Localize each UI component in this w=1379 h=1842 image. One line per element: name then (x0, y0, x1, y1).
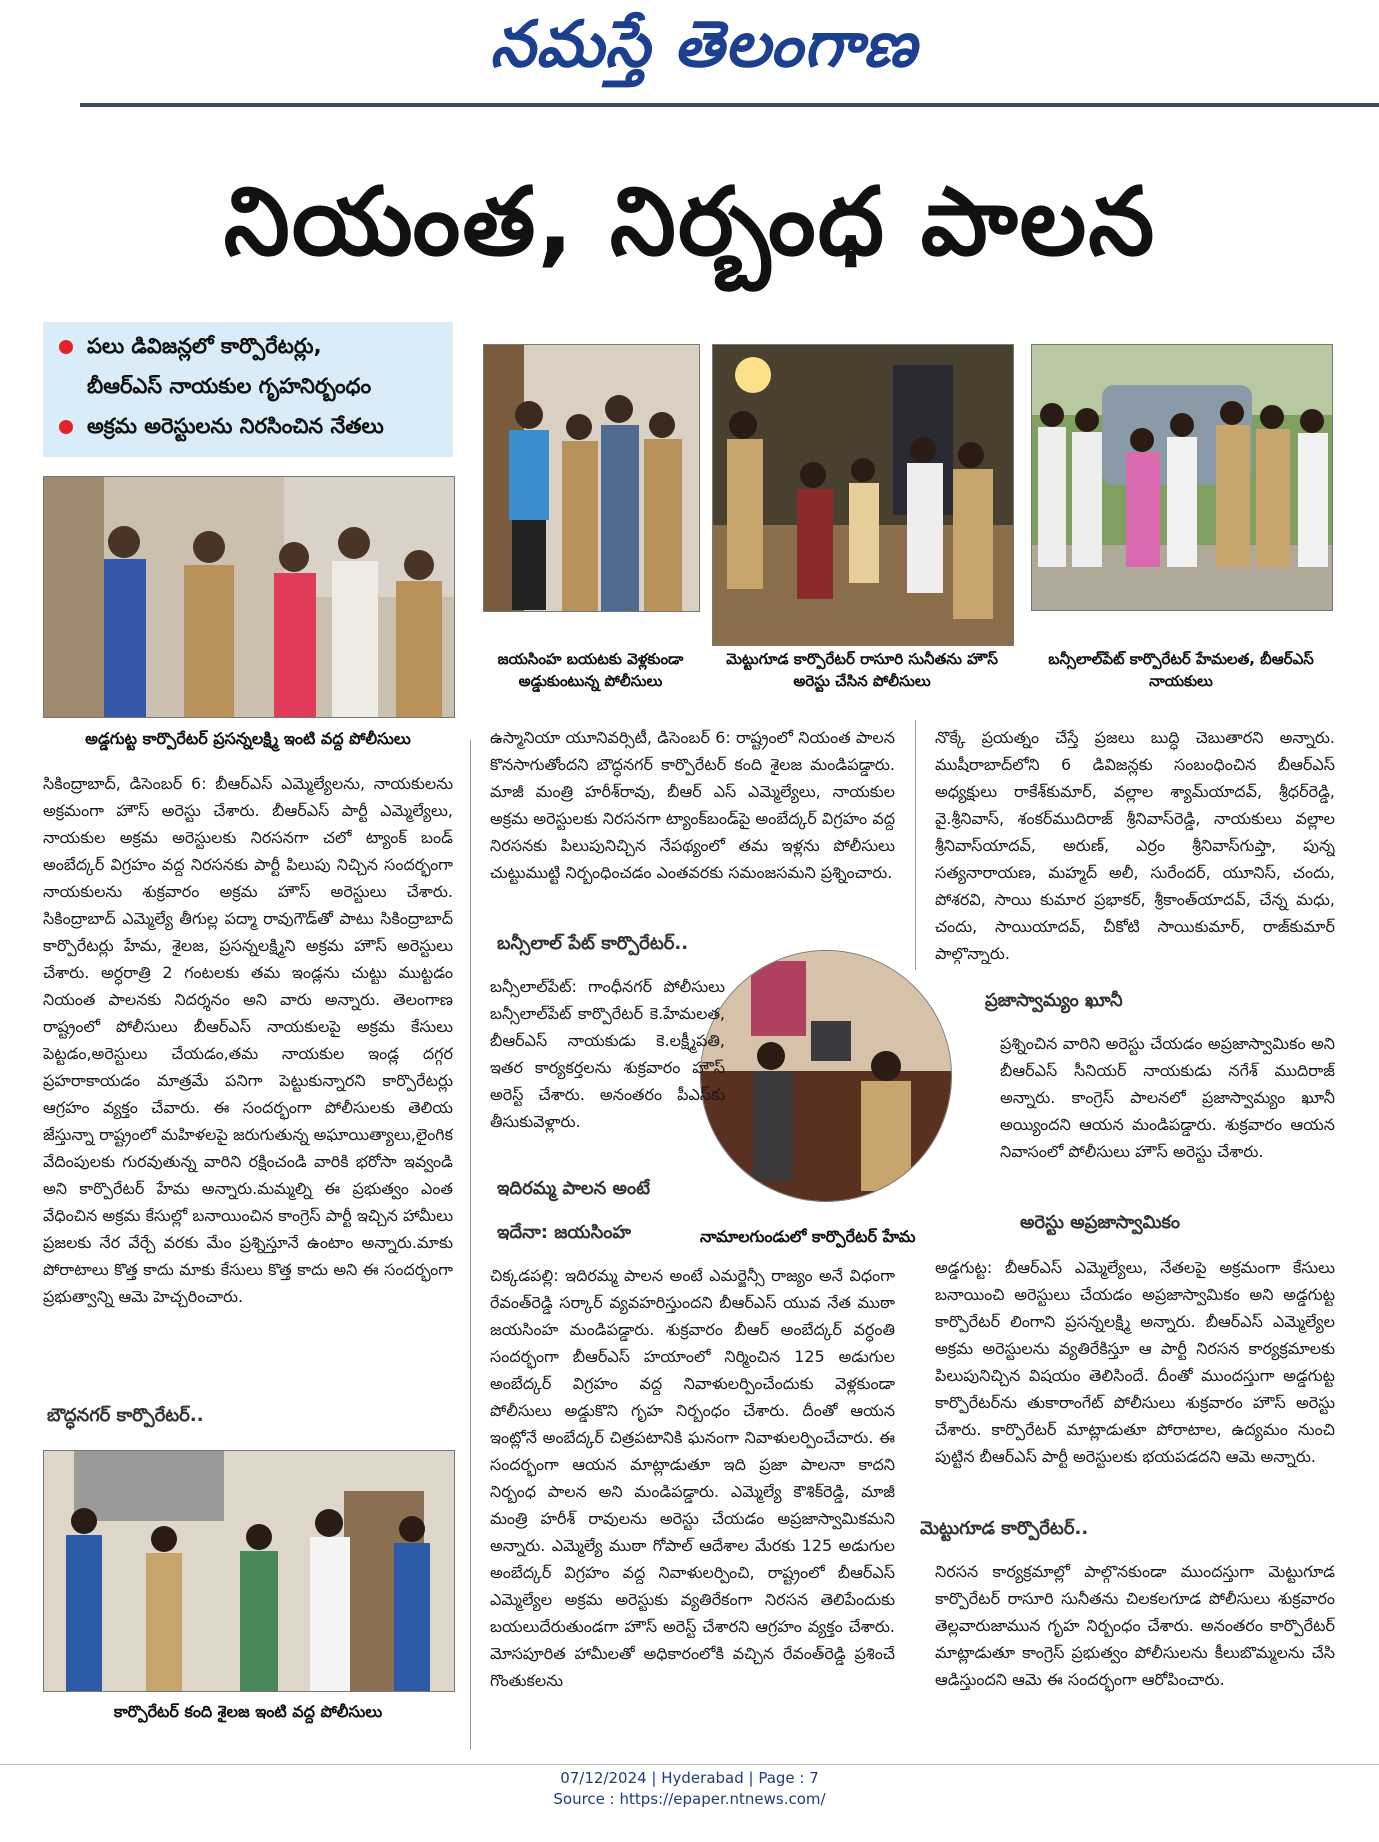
caption-photo3: మెట్టుగూడ కార్పొరేటర్ రాసూరి సునీతను హౌస్ అరెస్టు చేసిన పోలీసులు (726, 650, 998, 690)
subheading-bouddhanagar: బౌద్ధనగర్ కార్పొరేటర్.. (47, 1405, 204, 1426)
column-3-text-mid (1000, 1030, 1335, 1200)
highlights-box (43, 322, 453, 457)
footer-rule (0, 1764, 1379, 1765)
caption-photo6: నామాలగుండులో కార్పొరేటర్ హేమ (700, 1227, 916, 1246)
photo-bansilalpet (1031, 344, 1333, 611)
article-paragraph: ఉస్మానియా యూనివర్సిటీ, డిసెంబర్ 6: రాష్ట్రంలో నియంత పాలన కొనసాగుతోందని బౌద్ధనగర్ కార్పొరేటర్ కంది శైలజ మండిపడ్డారు. మాజీ మంత్రి హరీశ్‌రావు, బీఆర్ ఎస్ ఎమ్మెల్యేలు, నాయకుల అక్రమ అరెస్టులకు నిరసనగా ట్యాంక్‌బండ్‌పై అంబేద్కర్ విగ్రహం వద్ద నిరసనకు పిలుపునిచ్చిన నేపథ్యంలో తమ ఇళ్లను పోలీసులు చుట్టుముట్టి నిర్బంధించడం ఎంతవరకు సమంజసమని ప్రశ్నించారు. (490, 728, 895, 882)
photo-jayasimha (483, 344, 700, 612)
footer-source: Source : https://epaper.ntnews.com/ (553, 1790, 826, 1808)
subheading-democracy: ప్రజాస్వామ్యం ఖూనీ (985, 990, 1123, 1011)
subheading-arrest-undemocratic: అరెస్టు అప్రజాస్వామికం (1020, 1212, 1181, 1233)
main-headline: నియంత, నిర్బంధ పాలన (223, 168, 1157, 277)
column-3-text-top (935, 724, 1335, 964)
article-paragraph: చిక్కడపల్లి: ఇదిరమ్మ పాలన అంటే ఎమర్జెన్సీ రాజ్యం అనే విధంగా రేవంత్‌రెడ్డి సర్కార్ వ్యవహరిస్తుందని బీఆర్ఎస్ యువ నేత ముఠా జయసింహ మండిపడ్డారు. శుక్రవారం బీఆర్ అంబేద్కర్ వర్ధంతి సందర్భంగా బీఆర్ఎస్ హయాంలో నిర్మించిన 125 అడుగుల అంబేద్కర్ విగ్రహం వద్ద నివాళులర్పించేందుకు వెళ్లకుండా పోలీసులు అడ్డుకొని గృహ నిర్బంధం చేశారు. దీంతో ఆయన ఇంట్లోనే అంబేద్కర్ చిత్రపటానికి ఘనంగా నివాళులర్పించేచారు. ఈ సందర్భంగా ఆయన మాట్లాడుతూ ఇది ప్రజా పాలనా కాదని నిర్బంధ పాలన అని మండిపడ్డారు. ఎమ్మెల్యే కౌశిక్‌రెడ్డి, మాజీ మంత్రి హరీశ్ రావులను అరెస్టు చేయడం అప్రజాస్వామికమని అన్నారు. ఎమ్మెల్యే ముఠా గోపాల్ ఆదేశాల మేరకు 125 అడుగుల అంబేద్కర్ విగ్రహం వద్ద నివాళులర్పించి, రాష్ట్రంలో బీఆర్ఎస్ ఎమ్మెల్యేల అక్రమ అరెస్టుకు వ్యతిరేకంగా నిరసన తెలిపేందుకు బయలుదేరుతుండగా హౌస్ అరెస్ట్ చేశారని ఆగ్రహం వ్యక్తం చేశారు. మోసపూరిత హామీలతో అధికారంలోకి వచ్చిన రేవంత్‌రెడ్డి ప్రశించే గొంతుకలను (490, 1266, 895, 1690)
article-paragraph: నిరసన కార్యక్రమాల్లో పాల్గొనకుండా ముందస్తుగా మెట్టుగూడ కార్పొరేటర్ రాసూరి సునీతను చిలకలగూడ పోలీసులు శుక్రవారం తెల్లవారుజామున గృహ నిర్బంధం చేశారు. అనంతరం కార్పొరేటర్ మాట్లాడుతూ కాంగ్రెస్ ప్రభుత్వం పోలీసులను కీలుబొమ్మలను చేసి ఆడిస్తుందని ఆమె ఈ సందర్భంగా ఆరోపించారు. (935, 1562, 1335, 1689)
photo-kandi-shailaja (43, 1450, 455, 1692)
caption-photo4: బన్సీలాల్‌పేట్ కార్పొరేటర్ హేమలత, బీఆర్ఎస్ నాయకులు (1048, 650, 1314, 690)
footer-date-page: 07/12/2024 | Hyderabad | Page : 7 (560, 1769, 819, 1787)
masthead (0, 0, 1379, 110)
column-2-text-top (490, 724, 895, 924)
article-paragraph: ప్రశ్నించిన వారిని అరెస్టు చేయడం అప్రజాస్వామికం అని బీఆర్ఎస్ సీనియర్ నాయకుడు నగేశ్ ముదిరాజ్ అన్నారు. కాంగ్రెస్ పాలనలో ప్రజాస్వామ్యం ఖూనీ అయ్యిందని ఆయన మండిపడ్డారు. శుక్రవారం ఆయన నివాసంలో పోలీసులు హౌస్ అరెస్టు చేశారు. (1000, 1034, 1335, 1161)
article-paragraph: సికింద్రాబాద్, డిసెంబర్ 6: బీఆర్ఎస్ ఎమ్మెల్యేలను, నాయకులను అక్రమంగా హౌస్ అరెస్టు చేశారు. బీఆర్ఎస్ పార్టీ ఎమ్మెల్యేలు, నాయకుల అక్రమ అరెస్టులకు నిరసనగా చలో ట్యాంక్ బండ్ అంబేద్కర్ విగ్రహం వద్ద నిరసనకు పార్టీ పిలుపు నిచ్చిన సందర్భంగా నాయకులను శుక్రవారం అక్రమ హౌస్ అరెస్టులు చేశారు. సికింద్రాబాద్ ఎమ్మెల్యే తీగుల్ల పద్మా రావుగౌడ్‌తో పాటు సికింద్రాబాద్ కార్పొరేటర్లు హేమ, శైలజ, ప్రసన్నలక్ష్మిని అక్రమ హౌస్ అరెస్టులు చేశారు. అర్ధరాత్రి 2 గంటలకు తమ ఇండ్లను చుట్టు ముట్టడం నియంత పాలనకు నిదర్శనం అని వారు అన్నారు. తెలంగాణ రాష్ట్రంలో పోలీసులు బీఆర్ఎస్ నాయకులపై అక్రమ కేసులు పెట్టడం,అరెస్టులు చేయడం,తమ నాయకుల ఇండ్ల దగ్గర ప్రహరాకాయడం మాత్రమే పనిగా పెట్టుకున్నారని కార్పొరేటర్లు ఆగ్రహం వ్యక్తం చేవారు. ఈ సందర్భంగా పోలీసులకు తెలియ జేస్తున్నా రాష్ట్రంలో మహిళలపై జరుగుతున్న అఘాయిత్యాలు,లైంగిక వేదింపులకు గురవుతున్న వారిని రక్షించండి వారికి భరోసా ఇవ్వండి అని కార్పొరేటర్ హేమ అన్నారు.మమ్మల్ని ఈ ప్రభుత్వం ఎంత వేధించిన అక్రమ కేసుల్లో బనాయించిన కాంగ్రెస్ పార్టీ ఇచ్చిన హామీలు ప్రజలకు నేర వేర్చే వరకు మేం ప్రశ్నిస్తూనే ఉంటాం అన్నారు.మాకు పోరాటాలు కొత్త కాదు మాకు కేసులు కొత్త కాదు అని ఈ సందర్భంగా ప్రభుత్వాన్ని ఆమె హెచ్చరించారు. (43, 774, 453, 1306)
page-footer (0, 1768, 1379, 1810)
photo-addagutta-police (43, 476, 455, 718)
masthead-rule (80, 103, 1379, 107)
bullet-dot-icon (59, 420, 73, 434)
column-divider (470, 740, 471, 1750)
subheading-idiramma-1: ఇదిరమ్మ పాలన అంటే (497, 1178, 650, 1199)
caption-photo1: అడ్డగుట్ట కార్పొరేటర్ ప్రసన్నలక్ష్మి ఇంటి వద్ద పోలీసులు (85, 729, 411, 748)
column-3-text-lower (935, 1254, 1335, 1494)
highlight-item: పలు డివిజన్లలో కార్పొరేటర్లు, (59, 334, 322, 364)
article-paragraph: నొక్కే ప్రయత్నం చేస్తే ప్రజలు బుద్ధి చెబుతారని అన్నారు. ముషీరాబాద్‌లోని 6 డివిజన్లకు సంబంధించిన బీఆర్ఎస్ అధ్యక్షులు రాకేశ్‌కుమార్, వల్లాల శ్యామ్‌యాదవ్, శ్రీధర్‌రెడ్డి, వై.శ్రీనివాస్, శంకర్‌ముదిరాజ్ శ్రీనివాస్‌రెడ్డి, నాయకులు వల్లాల శ్రీనివాస్‌యాదవ్, అరుణ్, ఎర్రం శ్రీనివాస్‌గుప్తా, పున్న సత్యనారాయణ, మహ్మద్ అలీ, సురేందర్, యూనిస్, చందు, పోశరవి, సాయి కుమార ప్రభాకర్, శ్రీకాంత్‌యాదవ్, చేన్న మధు, చందు, సాయియాదవ్, చీకోటి సాయికుమార్, రాజ్‌కుమార్ పాల్గొన్నారు. (935, 728, 1335, 963)
highlight-item: బీఆర్ఎస్ నాయకుల గృహనిర్బంధం (87, 374, 372, 398)
bullet-dot-icon (59, 340, 73, 354)
subheading-idiramma-2: ఇదేనా: జయసింహ (497, 1222, 631, 1243)
caption-photo2: జయసింహ బయటకు వెళ్లకుండా అడ్డుకుంటున్న పోలీసులు (497, 650, 684, 690)
article-paragraph: అడ్డగుట్ట: బీఆర్ఎస్ ఎమ్మెల్యేలు, నేతలపై అక్రమంగా కేసులు బనాయించి అరెస్టులు చేయడం అప్రజాస్వామికం అని అడ్డగుట్ట కార్పొరేటర్ లింగాని ప్రసన్నలక్ష్మి అన్నారు. బీఆర్ఎస్ ఎమ్మెల్యేల అక్రమ అరెస్టులను వ్యతిరేకిస్తూ ఆ పార్టీ నిరసన కార్యక్రమాలకు పిలుపునిచ్చిన విషయం తెలిసిందే. దీంతో ముందస్తుగా అడ్డగుట్ట కార్పొరేటర్‌ను తుకారాంగేట్ పోలీసులు శుక్రవారం హౌస్ అరెస్టు చేశారు. కార్పొరేటర్ మాట్లాడుతూ పోరాటాల, ఉద్యమం నుంచి పుట్టిన బీఆర్ఎస్ పార్టీ అరెస్టులకు భయపడదని ఆమె అన్నారు. (935, 1258, 1335, 1466)
column-3-text-bottom (935, 1558, 1335, 1748)
caption-photo5: కార్పొరేటర్ కంది శైలజ ఇంటి వద్ద పోలీసులు (113, 1702, 383, 1721)
highlight-item: అక్రమ అరెస్టులను నిరసించిన నేతలు (59, 414, 384, 444)
photo-hema-circle (700, 950, 952, 1202)
subheading-bansilalpet: బన్సీలాల్ పేట్ కార్పొరేటర్.. (497, 933, 689, 954)
photo-mettuguda (712, 344, 1014, 646)
column-2-text-mid (490, 973, 725, 1163)
subheading-mettuguda: మెట్టుగూడ కార్పొరేటర్.. (920, 1518, 1089, 1539)
newspaper-logo: నమస్తే తెలంగాణ (490, 8, 918, 82)
column-1-text (43, 770, 453, 1400)
column-2-text-bottom (490, 1262, 895, 1752)
article-paragraph: బన్సీలాల్‌పేట్: గాంధీనగర్ పోలీసులు బన్సీలాల్‌పేట్ కార్పొరేటర్ కె.హేమలత, బీఆర్ఎస్ నాయకుడు కె.లక్ష్మీపతి, ఇతర కార్యకర్తలను శుక్రవారం హౌస్ అరెస్ట్ చేశారు. అనంతరం పీఎస్‌కు తీసుకువెళ్లారు. (490, 977, 725, 1131)
column-divider (915, 720, 916, 970)
